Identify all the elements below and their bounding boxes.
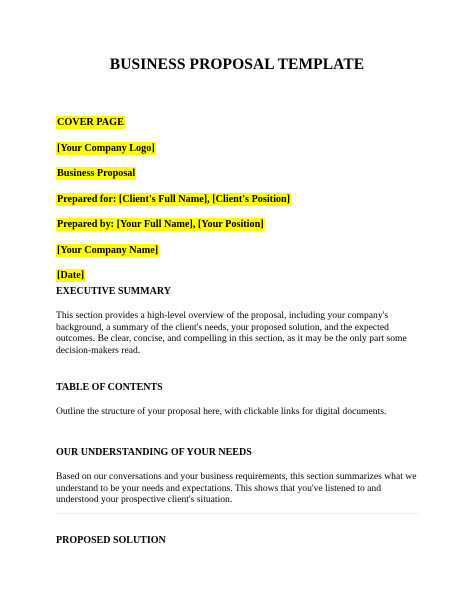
section-divider (56, 513, 418, 514)
table-of-contents-heading: TABLE OF CONTENTS (56, 382, 163, 393)
understanding-needs-body: Based on our conversations and your business requirements, this section summarizes what we understand to be your needs and expectations. This shows that you've listened to and understood your prospective client's situation. (56, 471, 417, 506)
table-of-contents-section (56, 381, 418, 418)
executive-summary-section (56, 285, 418, 356)
executive-summary-body: This section provides a high-level overview of the proposal, including your company's background, a summary of the client's needs, your proposed solution, and the expected outcomes. Be clear, concise, and compelling in this section, as it may be the only part some decision-makers read. (56, 310, 407, 356)
company-logo-placeholder: [Your Company Logo] (57, 142, 155, 154)
understanding-needs-heading: OUR UNDERSTANDING OF YOUR NEEDS (56, 447, 252, 458)
company-name-placeholder: [Your Company Name] (57, 244, 159, 256)
understanding-needs-section (56, 446, 418, 506)
proposed-solution-section (56, 534, 418, 559)
cover-page-block (56, 112, 291, 291)
table-of-contents-body: Outline the structure of your proposal here, with clickable links for digital documents. (56, 406, 387, 417)
proposed-solution-heading: PROPOSED SOLUTION (56, 535, 166, 546)
document-title: BUSINESS PROPOSAL TEMPLATE (109, 56, 365, 73)
proposal-label: Business Proposal (57, 168, 136, 179)
prepared-for-line: Prepared for: [Client's Full Name], [Client's Position] (57, 193, 291, 205)
prepared-by-line: Prepared by: [Your Full Name], [Your Position] (57, 219, 264, 230)
cover-page-heading: COVER PAGE (57, 117, 124, 128)
executive-summary-heading: EXECUTIVE SUMMARY (56, 286, 171, 297)
date-placeholder: [Date] (57, 270, 85, 281)
